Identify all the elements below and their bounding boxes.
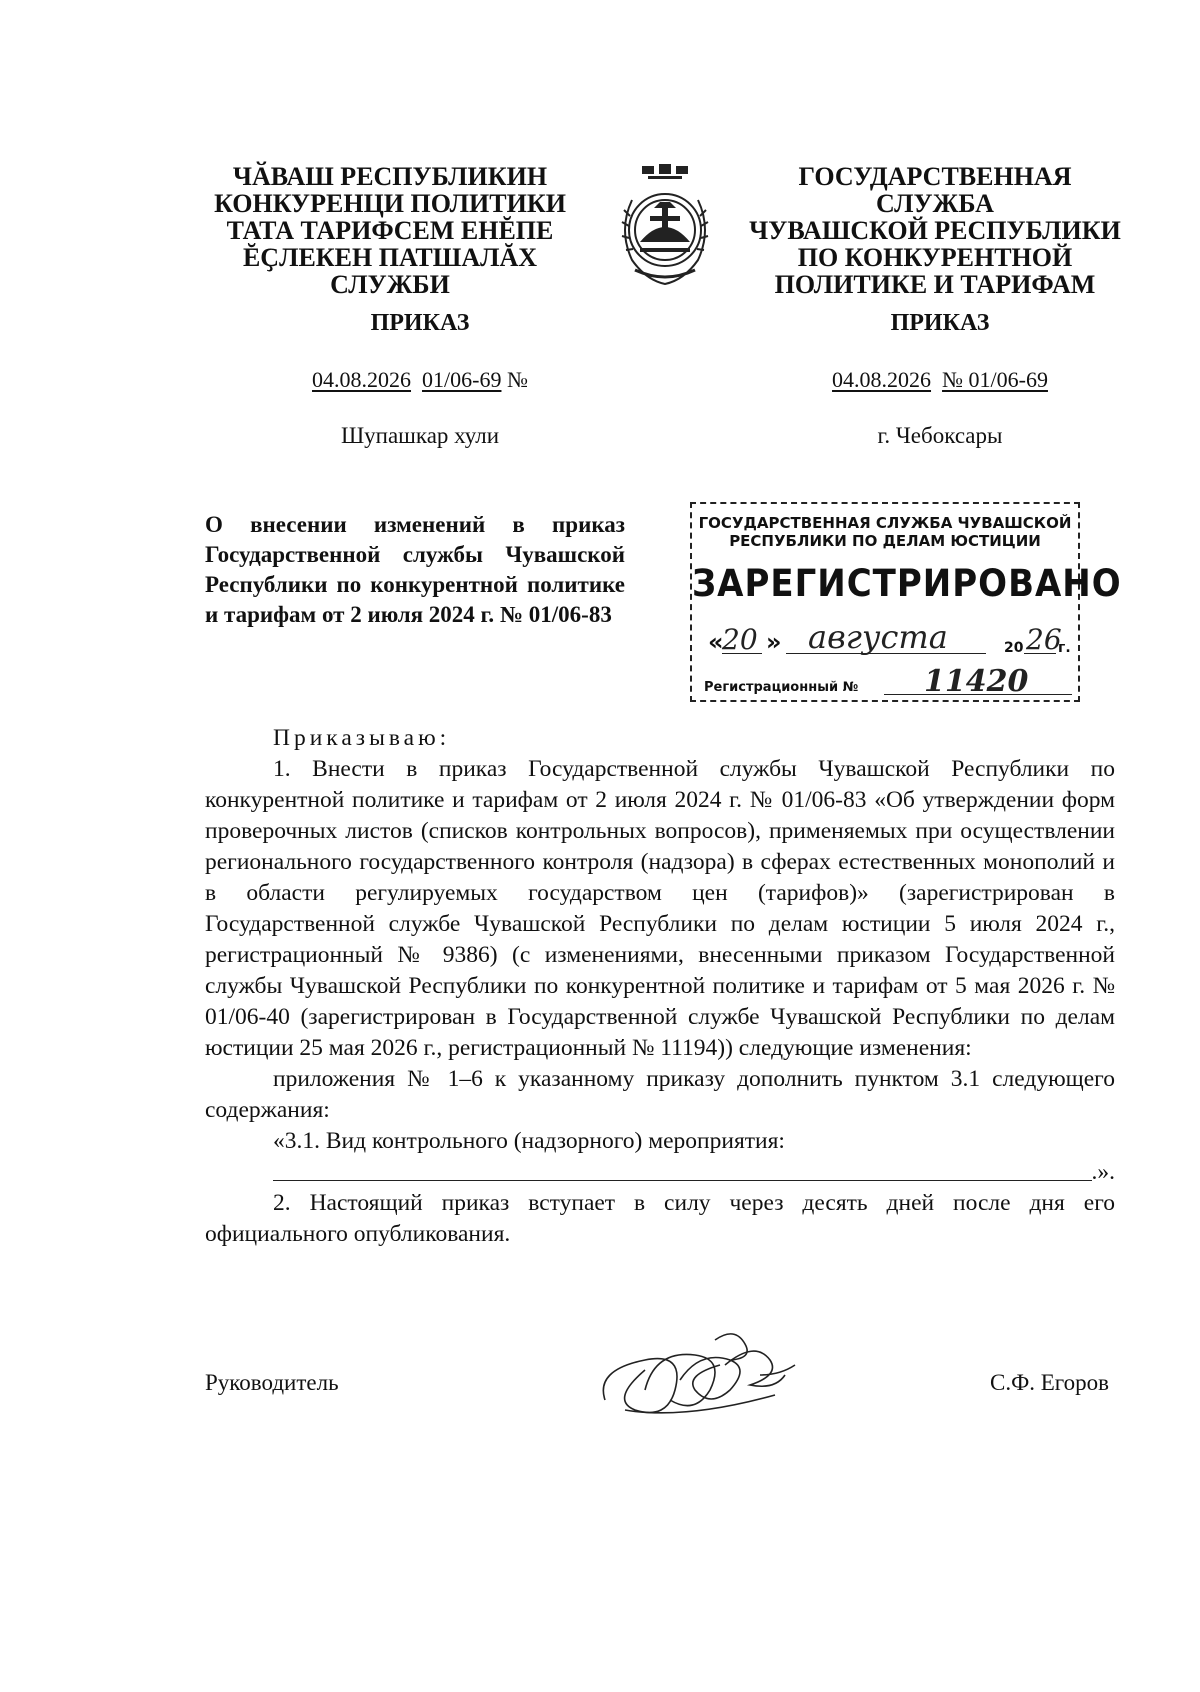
order-item-1-amendment: приложения № 1–6 к указанному приказу дополнить пунктом 3.1 следующего содержания: [205,1066,1115,1123]
signature-icon [585,1320,815,1440]
stamp-year-suffix: 26 [1026,623,1062,656]
order-date: 04.08.2026 [312,367,412,392]
stamp-date [708,618,1071,662]
stamp-registration-number [704,664,1074,699]
orders-word: Приказываю: [273,725,451,751]
order-item-1: 1. Внести в приказ Государственной службы Чувашской Республики по конкурентной политике и тарифам от 2 июля 2024 г. № 01/06-83 «Об утверждении форм проверочных листов (списков контрольных вопросов), применяемых при осуществлении регионального государственного контроля (надзора) в сферах естественных монополий и в области регулируемых государством цен (тарифов)» (зарегистрирован в Государственной службе Чувашской Республики по делам юстиции 5 июля 2024 г., регистрационный № 9386) (с изменениями, внесенными приказом Государственной службы Чувашской Республики по конкурентной политике и тарифам от 5 мая 2026 г. № 01/06-40 (зарегистрирован в Государственной службе Чувашской Республики по делам юстиции 25 мая 2026 г., регистрационный № 11194)) следующие изменения: [205,756,1115,1061]
header-russian-line: ПОЛИТИКЕ И ТАРИФАМ [774,270,1096,299]
order-number: № 01/06-69 [942,367,1048,392]
blank-fill-line [273,1157,1115,1188]
header-russian-line: ЧУВАШСКОЙ РЕСПУБЛИКИ [749,216,1121,245]
stamp-registered: ЗАРЕГИСТРИРОВАНО [692,562,1122,606]
stamp-year-prefix: 20 [1004,640,1024,656]
order-date-number-russian [790,367,1090,393]
order-date: 04.08.2026 [832,367,932,392]
stamp-year-abbr: г. [1058,640,1071,656]
stamp-month: августа [808,618,948,656]
stamp-org-line: РЕСПУБЛИКИ ПО ДЕЛАМ ЮСТИЦИИ [729,532,1041,550]
header-chuvash [200,163,580,298]
header-russian [745,163,1125,298]
header-chuvash-line: КОНКУРЕНЦИ ПОЛИТИКИ [214,189,566,218]
header-chuvash-line: ĔҪЛЕКЕН ПАТШАЛĂХ СЛУЖБИ [242,243,538,299]
number-sign: № [506,367,528,392]
city-chuvash: Шупашкар хули [340,423,500,448]
order-date-number-chuvash [230,367,610,393]
chuvash-republic-emblem-icon [610,160,720,290]
header-chuvash-line: ТАТА ТАРИФСЕМ ЕНĔПЕ [226,216,554,245]
stamp-reg-number: 11420 [924,664,1029,699]
stamp-organization [692,514,1078,550]
header-chuvash-line: ЧӐВАШ РЕСПУБЛИКИН [232,162,548,191]
registration-stamp [690,502,1122,702]
order-item-3-1: «3.1. Вид контрольного (надзорного) мероприятия: [273,1128,785,1154]
order-body [205,723,1115,1250]
order-title-russian: ПРИКАЗ [890,310,990,336]
stamp-quote-close: » [766,628,782,656]
signer-position: Руководитель [205,1370,339,1395]
order-subject: О внесении изменений в приказ Государственной службы Чувашской Республики по конкурентной политике и тарифам от 2 июля 2024 г. № 01/06-83 [205,512,625,627]
order-item-2: 2. Настоящий приказ вступает в силу через десять дней после дня его официального опубликования. [205,1190,1115,1247]
city-russian: г. Чебоксары [877,423,1003,448]
stamp-org-line: ГОСУДАРСТВЕННАЯ СЛУЖБА ЧУВАШСКОЙ [698,514,1072,532]
order-title-chuvash: ПРИКАЗ [370,310,470,336]
stamp-reg-label: Регистрационный № [704,680,859,695]
stamp-quote-open: « [708,628,724,656]
header-russian-line: ПО КОНКУРЕНТНОЙ [797,243,1073,272]
header-russian-line: ГОСУДАРСТВЕННАЯ СЛУЖБА [798,162,1072,218]
blank-line-end: .». [1091,1159,1115,1185]
signer-name: С.Ф. Егоров [990,1370,1110,1395]
stamp-day: 20 [722,623,758,656]
order-number: 01/06-69 [422,367,502,392]
